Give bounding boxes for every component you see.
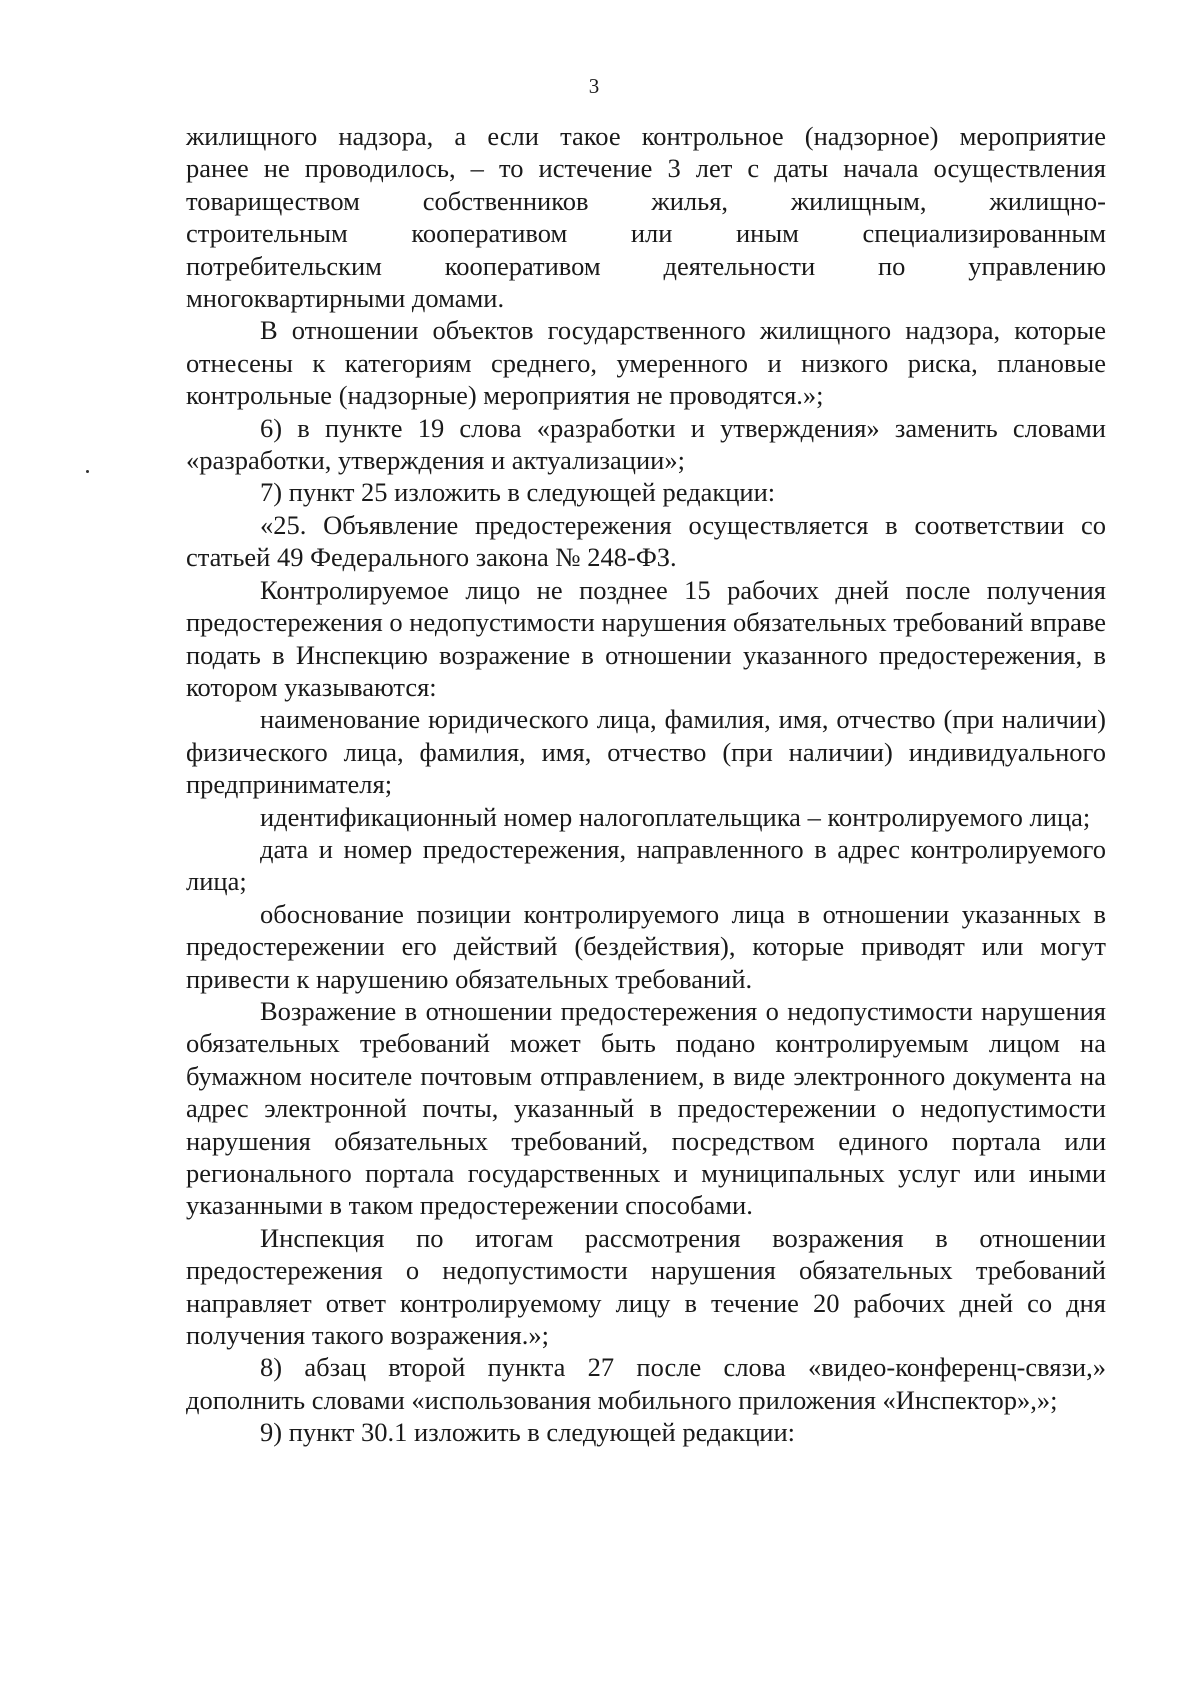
paragraph: наименование юридического лица, фамилия, имя, отчество (при наличии) физического лица, фамилия, имя, отчество (при наличии) индивидуального предпринимателя; [186,704,1106,800]
paragraph: 8) абзац второй пункта 27 после слова «видео-конференц-связи,» дополнить словами «использования мобильного приложения «Инспектор»,»; [186,1352,1106,1415]
text-line: жилищного надзора, а если такое контрольное (надзорное) мероприятие [186,121,1106,151]
paragraph: Контролируемое лицо не позднее 15 рабочих дней после получения предостережения о недопустимости нарушения обязательных требований вправе подать в Инспекцию возражение в отношении указанного предостережения, в котором указываются: [186,574,1106,702]
text-line: многоквартирными домами. [186,283,505,314]
document-body [186,120,1106,1449]
paragraph: 7) пункт 25 изложить в следующей редакции: [260,477,776,508]
text-line: строительным кооперативом или иным специализированным [186,218,1106,249]
paragraph: 6) в пункте 19 слова «разработки и утверждения» заменить словами «разработки, утверждения и актуализации»; [186,412,1106,476]
paragraph: Возражение в отношении предостережения о недопустимости нарушения обязательных требований может быть подано контролируемым лицом на бумажном носителе почтовым отправлением, в виде электронного документа на адрес электронной почты, указанный в предостережении о недопустимости нарушения обязательных требований, посредством единого портала или регионального портала государственных и муниципальных услуг или иными указанными в таком предостережении способами. [186,995,1106,1221]
paragraph: дата и номер предостережения, направленного в адрес контролируемого лица; [186,833,1106,897]
paragraph: обоснование позиции контролируемого лица в отношении указанных в предостережении его действий (бездействия), которые приводят или могут привести к нарушению обязательных требований. [186,898,1106,994]
paragraph: В отношении объектов государственного жилищного надзора, которые отнесены к категориям среднего, умеренного и низкого риска, плановые контрольные (надзорные) мероприятия не проводятся.»; [186,315,1106,411]
text-line: потребительским кооперативом деятельности по управлению [186,250,1106,281]
scan-speck [86,470,89,473]
text-line: ранее не проводилось, – то истечение 3 лет с даты начала осуществления [186,153,1106,184]
page-number: 3 [588,74,600,98]
paragraph: «25. Объявление предостережения осуществляется в соответствии со статьей 49 Федерального закона № 248-ФЗ. [186,509,1106,573]
text-line: товариществом собственников жилья, жилищным, жилищно- [186,185,1106,216]
paragraph: идентификационный номер налогоплательщика – контролируемого лица; [260,801,1091,832]
paragraph-continuation [186,120,1106,314]
paragraph: 9) пункт 30.1 изложить в следующей редакции: [260,1417,796,1448]
paragraph: Инспекция по итогам рассмотрения возражения в отношении предостережения о недопустимости нарушения обязательных требований направляет ответ контролируемому лицу в течение 20 рабочих дней со дня получения такого возражения.»; [186,1222,1106,1351]
